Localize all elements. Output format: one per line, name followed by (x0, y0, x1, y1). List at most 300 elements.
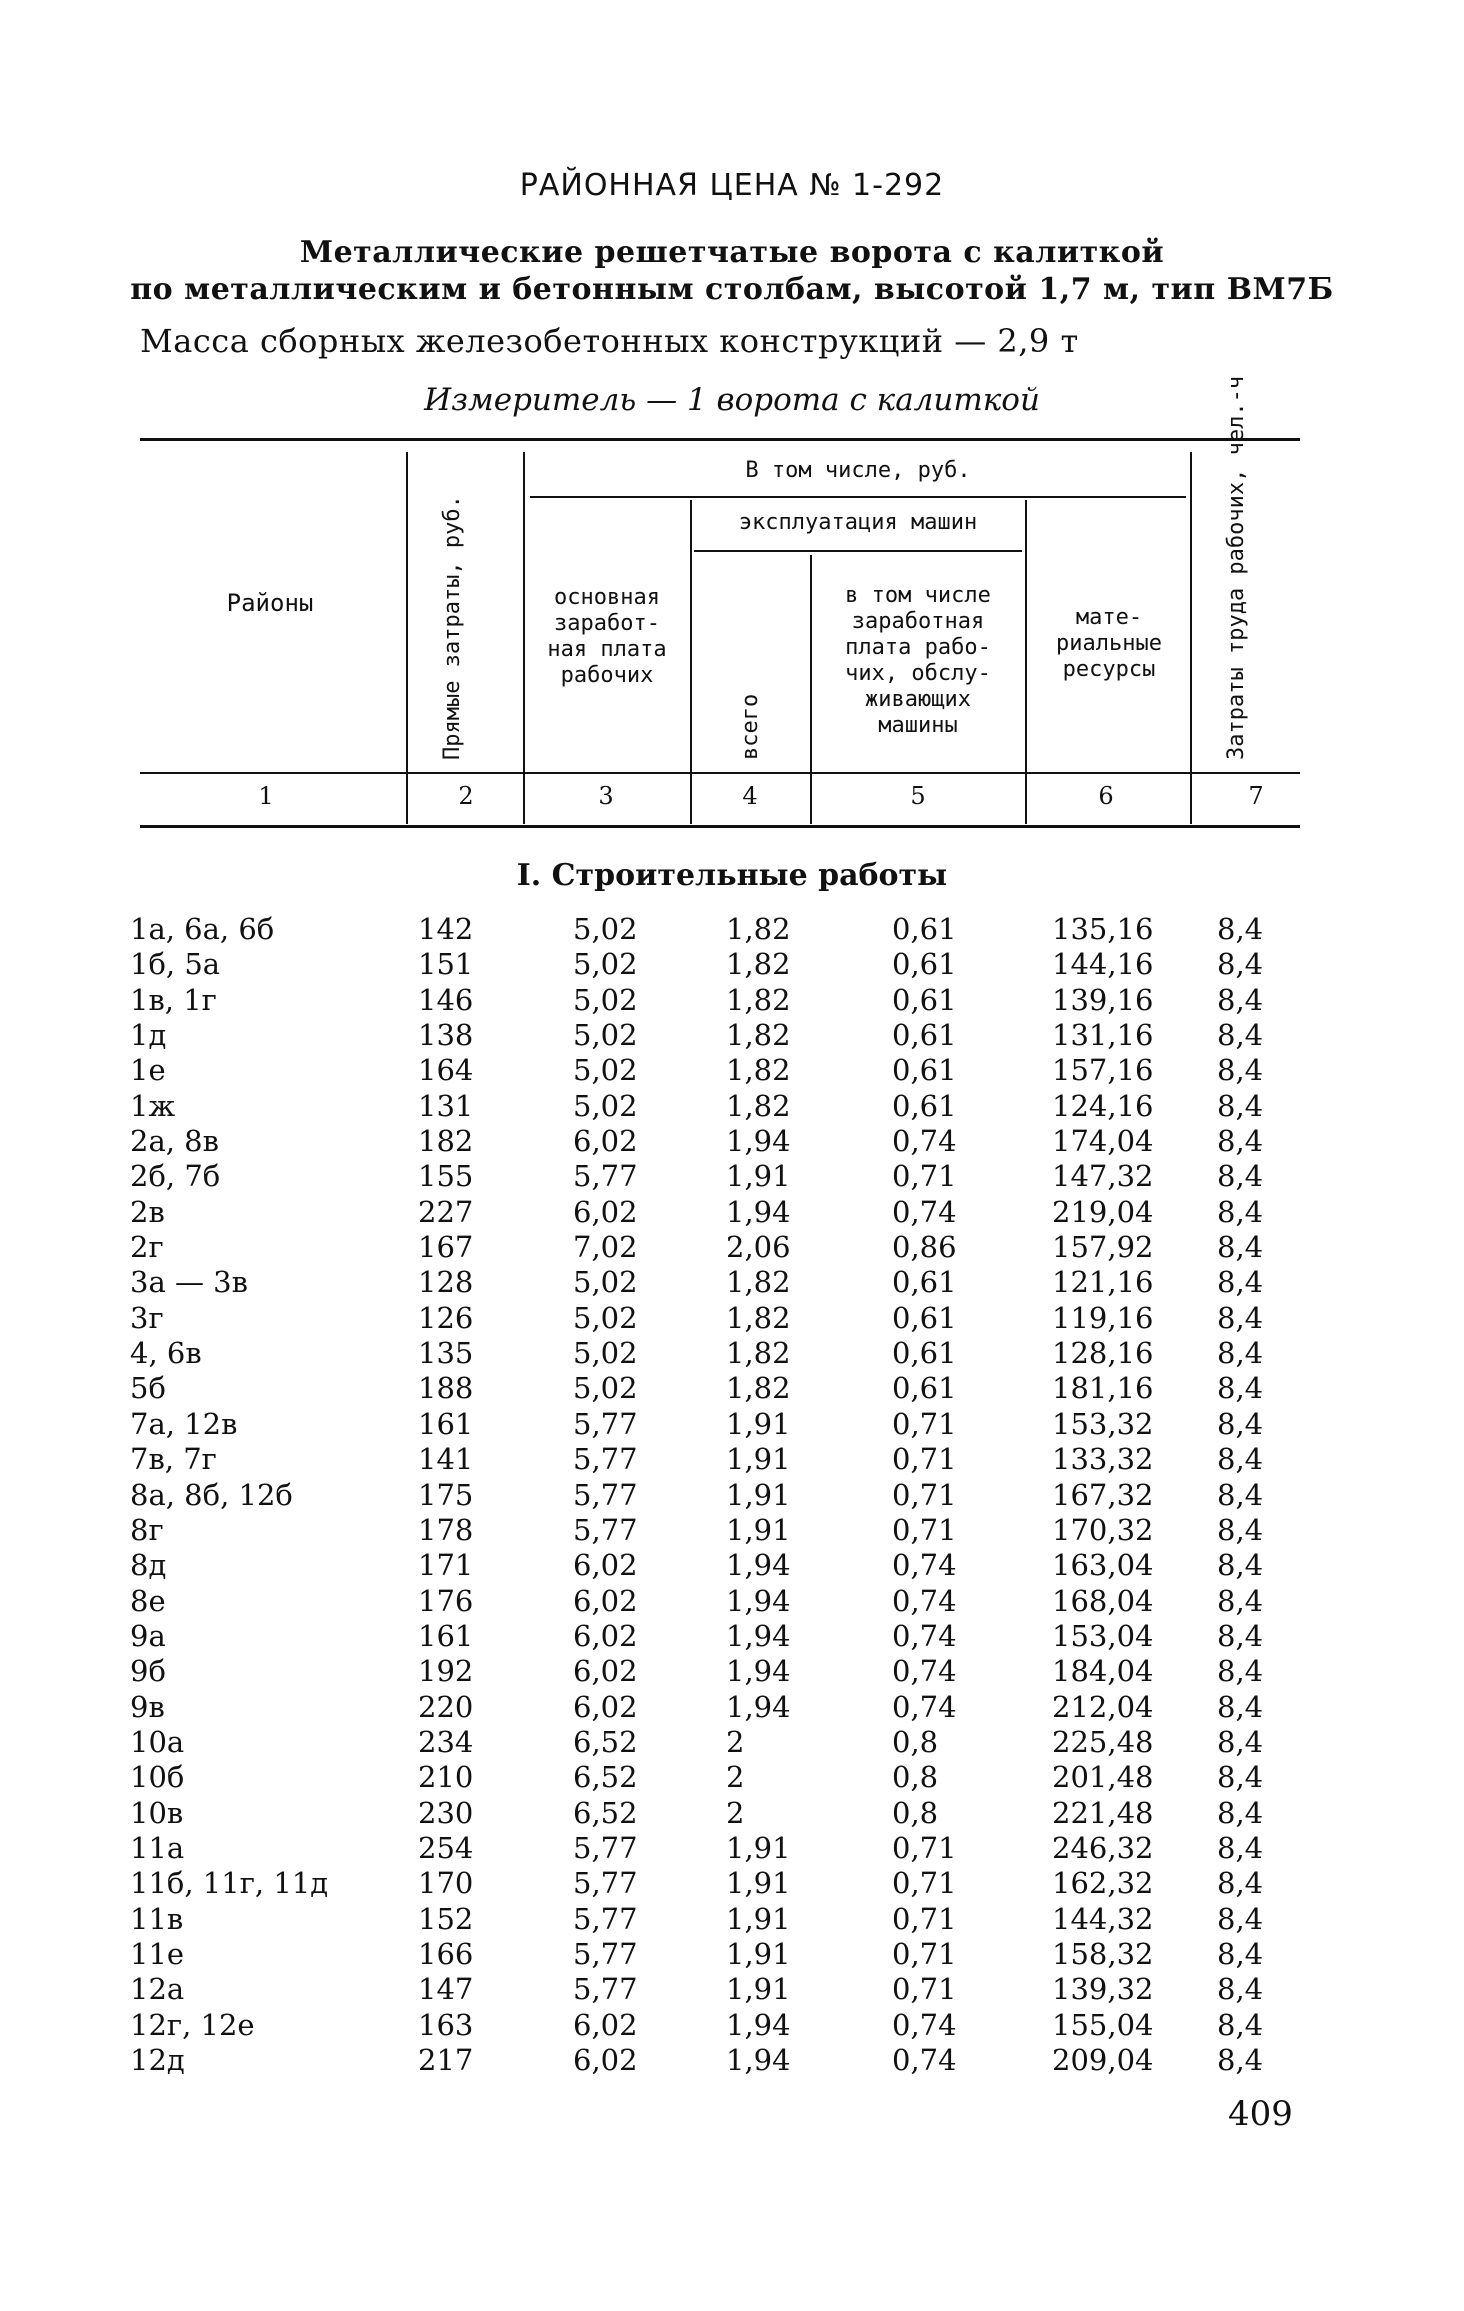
materials-cell: 144,16 (1052, 947, 1154, 982)
machine-wages-line: чих, обслу- (845, 661, 991, 686)
wages-line: основная (554, 585, 660, 610)
table-row (0, 2043, 1464, 2078)
table-row (0, 1407, 1464, 1442)
column-number: 7 (1248, 782, 1264, 810)
table-row (0, 1513, 1464, 1548)
direct-costs-cell: 176 (418, 1583, 474, 1618)
labor-cell: 8,4 (1217, 1300, 1264, 1335)
wages-cell: 6,02 (573, 1124, 638, 1159)
machine-wages-cell: 0,74 (892, 1618, 957, 1653)
materials-cell: 246,32 (1052, 1830, 1154, 1865)
wages-line: ная плата (547, 637, 667, 662)
region-cell: 11в (130, 1901, 184, 1936)
price-table-body (0, 912, 1464, 2078)
labor-cell: 8,4 (1217, 1901, 1264, 1936)
labor-cell: 8,4 (1217, 982, 1264, 1017)
subtitle-line-2: по металлическим и бетонным столбам, высотой 1,7 м, тип ВМ7Б (130, 272, 1334, 307)
machine-wages-cell: 0,61 (892, 1371, 957, 1406)
direct-costs-cell: 152 (418, 1901, 474, 1936)
machine-wages-cell: 0,61 (892, 1336, 957, 1371)
wages-cell: 7,02 (573, 1230, 638, 1265)
header-direct-costs: Прямые затраты, руб. (440, 495, 465, 760)
machines-total-cell: 1,94 (726, 1124, 791, 1159)
direct-costs-cell: 126 (418, 1300, 474, 1335)
region-cell: 12д (130, 2043, 185, 2077)
machine-wages-cell: 0,8 (892, 1795, 939, 1830)
divider-5 (1025, 500, 1027, 824)
machines-total-cell: 1,82 (726, 1018, 791, 1053)
region-cell: 7а, 12в (130, 1406, 238, 1441)
wages-cell: 5,77 (573, 1159, 638, 1194)
direct-costs-cell: 161 (418, 1406, 474, 1441)
machine-wages-cell: 0,74 (892, 1548, 957, 1583)
table-row (0, 1866, 1464, 1901)
wages-cell: 6,52 (573, 1795, 638, 1830)
region-cell: 2а, 8в (130, 1124, 219, 1159)
materials-cell: 225,48 (1052, 1724, 1154, 1759)
direct-costs-cell: 147 (418, 1972, 474, 2007)
materials-cell: 131,16 (1052, 1018, 1154, 1053)
labor-cell: 8,4 (1217, 1194, 1264, 1229)
table-row (0, 1831, 1464, 1866)
machines-total-cell: 1,94 (726, 1548, 791, 1583)
machine-wages-cell: 0,61 (892, 1265, 957, 1300)
direct-costs-cell: 182 (418, 1124, 474, 1159)
machine-wages-cell: 0,61 (892, 1018, 957, 1053)
region-cell: 3г (130, 1300, 164, 1335)
labor-cell: 8,4 (1217, 1442, 1264, 1477)
machines-total-cell: 1,94 (726, 1654, 791, 1689)
machines-total-cell: 1,91 (726, 1159, 791, 1194)
direct-costs-cell: 230 (418, 1795, 474, 1830)
materials-cell: 147,32 (1052, 1159, 1154, 1194)
machines-total-cell: 1,94 (726, 1689, 791, 1724)
wages-cell: 6,52 (573, 1724, 638, 1759)
price-title: РАЙОННАЯ ЦЕНА № 1-292 (519, 168, 945, 203)
labor-cell: 8,4 (1217, 1371, 1264, 1406)
subtitle-line-1: Металлические решетчатые ворота с калиткой (299, 235, 1165, 270)
wages-cell: 5,77 (573, 1901, 638, 1936)
machine-wages-line: живающих (865, 687, 971, 712)
direct-costs-cell: 135 (418, 1336, 474, 1371)
materials-cell: 170,32 (1052, 1512, 1154, 1547)
direct-costs-cell: 163 (418, 2007, 474, 2042)
direct-costs-cell: 175 (418, 1477, 474, 1512)
wages-cell: 6,52 (573, 1760, 638, 1795)
labor-cell: 8,4 (1217, 1088, 1264, 1123)
wages-cell: 6,02 (573, 1194, 638, 1229)
labor-cell: 8,4 (1217, 1159, 1264, 1194)
table-row (0, 1053, 1464, 1088)
machines-total-cell: 1,82 (726, 1300, 791, 1335)
wages-cell: 5,02 (573, 1018, 638, 1053)
table-row (0, 1548, 1464, 1583)
labor-cell: 8,4 (1217, 1053, 1264, 1088)
machines-total-cell: 1,94 (726, 1194, 791, 1229)
direct-costs-cell: 170 (418, 1866, 474, 1901)
wages-line: рабочих (560, 663, 654, 688)
table-row (0, 1902, 1464, 1937)
page-number: 409 (1228, 2094, 1293, 2134)
header-machines: эксплуатация машин (738, 510, 978, 535)
wages-cell: 5,02 (573, 1336, 638, 1371)
region-cell: 1а, 6а, 6б (130, 912, 275, 946)
table-row (0, 1195, 1464, 1230)
machine-wages-cell: 0,71 (892, 1406, 957, 1441)
machine-wages-cell: 0,74 (892, 2043, 957, 2077)
machine-wages-cell: 0,86 (892, 1230, 957, 1265)
region-cell: 8г (130, 1512, 164, 1547)
region-cell: 3а — 3в (130, 1265, 248, 1300)
machines-total-cell: 1,82 (726, 912, 791, 946)
machine-wages-cell: 0,61 (892, 982, 957, 1017)
region-cell: 11а (130, 1830, 185, 1865)
labor-cell: 8,4 (1217, 1124, 1264, 1159)
machines-total-cell: 1,82 (726, 982, 791, 1017)
machines-total-cell: 1,82 (726, 1088, 791, 1123)
table-row (0, 1124, 1464, 1159)
table-row (0, 1690, 1464, 1725)
region-cell: 11е (130, 1936, 185, 1971)
materials-cell: 201,48 (1052, 1760, 1154, 1795)
table-row (0, 1619, 1464, 1654)
labor-cell: 8,4 (1217, 1866, 1264, 1901)
labor-cell: 8,4 (1217, 1689, 1264, 1724)
materials-cell: 167,32 (1052, 1477, 1154, 1512)
direct-costs-cell: 227 (418, 1194, 474, 1229)
wages-cell: 5,77 (573, 1830, 638, 1865)
wages-cell: 6,02 (573, 2043, 638, 2077)
materials-cell: 219,04 (1052, 1194, 1154, 1229)
machine-wages-cell: 0,71 (892, 1159, 957, 1194)
materials-cell: 155,04 (1052, 2007, 1154, 2042)
direct-costs-cell: 217 (418, 2043, 474, 2077)
materials-cell: 121,16 (1052, 1265, 1154, 1300)
labor-cell: 8,4 (1217, 1654, 1264, 1689)
materials-cell: 162,32 (1052, 1866, 1154, 1901)
table-row (0, 1018, 1464, 1053)
region-cell: 1б, 5а (130, 947, 221, 982)
machines-total-cell: 1,91 (726, 1442, 791, 1477)
materials-cell: 163,04 (1052, 1548, 1154, 1583)
header-materials (1030, 605, 1188, 683)
table-row (0, 1654, 1464, 1689)
labor-cell: 8,4 (1217, 1018, 1264, 1053)
direct-costs-cell: 151 (418, 947, 474, 982)
materials-cell: 135,16 (1052, 912, 1154, 946)
direct-costs-cell: 131 (418, 1088, 474, 1123)
wages-cell: 6,02 (573, 1618, 638, 1653)
region-cell: 4, 6в (130, 1336, 202, 1371)
labor-cell: 8,4 (1217, 1972, 1264, 2007)
header-machine-wages (814, 583, 1022, 739)
region-cell: 5б (130, 1371, 166, 1406)
table-row (0, 1336, 1464, 1371)
table-row (0, 1159, 1464, 1194)
column-numbers-rule (140, 825, 1300, 828)
region-cell: 1е (130, 1053, 166, 1088)
divider-6 (1190, 452, 1192, 824)
machine-wages-cell: 0,74 (892, 2007, 957, 2042)
materials-cell: 209,04 (1052, 2043, 1154, 2077)
machine-wages-cell: 0,61 (892, 1053, 957, 1088)
labor-cell: 8,4 (1217, 1795, 1264, 1830)
direct-costs-cell: 234 (418, 1724, 474, 1759)
table-row (0, 912, 1464, 947)
wages-line: заработ- (554, 611, 660, 636)
region-cell: 9б (130, 1654, 166, 1689)
machine-wages-cell: 0,61 (892, 1300, 957, 1335)
machine-wages-cell: 0,61 (892, 947, 957, 982)
direct-costs-cell: 171 (418, 1548, 474, 1583)
machines-total-cell: 1,94 (726, 1618, 791, 1653)
wages-cell: 6,02 (573, 2007, 638, 2042)
table-row (0, 983, 1464, 1018)
divider-4 (810, 555, 812, 824)
table-top-rule (140, 438, 1300, 441)
machine-wages-line: в том числе (845, 583, 991, 608)
wages-cell: 6,02 (573, 1548, 638, 1583)
direct-costs-cell: 128 (418, 1265, 474, 1300)
wages-cell: 5,02 (573, 1053, 638, 1088)
materials-cell: 153,04 (1052, 1618, 1154, 1653)
direct-costs-cell: 142 (418, 912, 474, 946)
machines-total-cell: 2 (726, 1724, 745, 1759)
header-bottom-rule (140, 772, 1300, 774)
machines-total-cell: 1,94 (726, 2043, 791, 2077)
machines-total-cell: 2 (726, 1760, 745, 1795)
labor-cell: 8,4 (1217, 1760, 1264, 1795)
table-row (0, 1442, 1464, 1477)
materials-line: ресурсы (1062, 657, 1156, 682)
region-cell: 2г (130, 1230, 164, 1265)
divider-2 (523, 452, 525, 824)
table-row (0, 1972, 1464, 2007)
labor-cell: 8,4 (1217, 1936, 1264, 1971)
materials-cell: 139,16 (1052, 982, 1154, 1017)
machines-total-cell: 1,91 (726, 1866, 791, 1901)
column-number: 1 (258, 782, 274, 810)
region-cell: 11б, 11г, 11д (130, 1866, 329, 1901)
wages-cell: 5,02 (573, 912, 638, 946)
region-cell: 8е (130, 1583, 166, 1618)
labor-cell: 8,4 (1217, 1618, 1264, 1653)
machines-total-cell: 1,91 (726, 1512, 791, 1547)
machine-wages-cell: 0,74 (892, 1124, 957, 1159)
machine-wages-cell: 0,71 (892, 1512, 957, 1547)
machines-total-cell: 1,94 (726, 1583, 791, 1618)
machines-total-cell: 1,91 (726, 1830, 791, 1865)
direct-costs-cell: 188 (418, 1371, 474, 1406)
machine-wages-cell: 0,71 (892, 1972, 957, 2007)
materials-cell: 133,32 (1052, 1442, 1154, 1477)
materials-cell: 157,16 (1052, 1053, 1154, 1088)
labor-cell: 8,4 (1217, 1230, 1264, 1265)
region-cell: 1в, 1г (130, 982, 217, 1017)
wages-cell: 5,02 (573, 1088, 638, 1123)
region-cell: 2в (130, 1194, 165, 1229)
machine-wages-cell: 0,74 (892, 1583, 957, 1618)
labor-cell: 8,4 (1217, 1830, 1264, 1865)
labor-cell: 8,4 (1217, 2043, 1264, 2077)
table-row (0, 1265, 1464, 1300)
divider-1 (406, 452, 408, 824)
table-row (0, 2008, 1464, 2043)
machine-wages-line: машины (878, 713, 958, 738)
materials-cell: 139,32 (1052, 1972, 1154, 2007)
region-cell: 1д (130, 1018, 167, 1053)
wages-cell: 5,02 (573, 1265, 638, 1300)
including-rule (530, 496, 1186, 498)
header-wages (527, 585, 687, 689)
section-title: I. Строительные работы (516, 858, 948, 893)
labor-cell: 8,4 (1217, 1548, 1264, 1583)
wages-cell: 5,02 (573, 1300, 638, 1335)
table-row (0, 1089, 1464, 1124)
direct-costs-cell: 166 (418, 1936, 474, 1971)
machines-total-cell: 1,82 (726, 1265, 791, 1300)
machine-wages-cell: 0,8 (892, 1724, 939, 1759)
machines-total-cell: 1,82 (726, 1371, 791, 1406)
wages-cell: 5,77 (573, 1866, 638, 1901)
machines-rule (694, 550, 1022, 552)
labor-cell: 8,4 (1217, 1265, 1264, 1300)
machines-total-cell: 1,91 (726, 1936, 791, 1971)
region-cell: 2б, 7б (130, 1159, 221, 1194)
direct-costs-cell: 167 (418, 1230, 474, 1265)
direct-costs-cell: 146 (418, 982, 474, 1017)
table-row (0, 1796, 1464, 1831)
machine-wages-cell: 0,61 (892, 1088, 957, 1123)
region-cell: 12а (130, 1972, 185, 2007)
column-number: 2 (458, 782, 474, 810)
machine-wages-cell: 0,71 (892, 1901, 957, 1936)
table-row (0, 1725, 1464, 1760)
mass-line: Масса сборных железобетонных конструкций — 2,9 т (140, 322, 1079, 360)
table-row (0, 1230, 1464, 1265)
divider-3 (690, 500, 692, 824)
materials-cell: 181,16 (1052, 1371, 1154, 1406)
materials-cell: 144,32 (1052, 1901, 1154, 1936)
header-labor: Затраты труда рабочих, чел.-ч (1224, 375, 1249, 760)
region-cell: 12г, 12е (130, 2007, 255, 2042)
machine-wages-cell: 0,71 (892, 1442, 957, 1477)
direct-costs-cell: 210 (418, 1760, 474, 1795)
header-including: В том числе, руб. (745, 458, 971, 483)
materials-cell: 157,92 (1052, 1230, 1154, 1265)
machine-wages-cell: 0,61 (892, 912, 957, 946)
direct-costs-cell: 192 (418, 1654, 474, 1689)
materials-cell: 212,04 (1052, 1689, 1154, 1724)
header-total: всего (738, 693, 763, 760)
direct-costs-cell: 138 (418, 1018, 474, 1053)
direct-costs-cell: 155 (418, 1159, 474, 1194)
table-row (0, 1937, 1464, 1972)
column-number: 5 (910, 782, 926, 810)
wages-cell: 5,77 (573, 1477, 638, 1512)
materials-cell: 184,04 (1052, 1654, 1154, 1689)
machines-total-cell: 1,82 (726, 1336, 791, 1371)
materials-cell: 158,32 (1052, 1936, 1154, 1971)
column-number: 4 (742, 782, 758, 810)
wages-cell: 5,02 (573, 947, 638, 982)
wages-cell: 5,77 (573, 1936, 638, 1971)
wages-cell: 5,77 (573, 1972, 638, 2007)
labor-cell: 8,4 (1217, 2007, 1264, 2042)
machines-total-cell: 1,91 (726, 1477, 791, 1512)
machines-total-cell: 1,91 (726, 1406, 791, 1441)
region-cell: 9в (130, 1689, 165, 1724)
labor-cell: 8,4 (1217, 1724, 1264, 1759)
materials-cell: 153,32 (1052, 1406, 1154, 1441)
table-row (0, 1301, 1464, 1336)
labor-cell: 8,4 (1217, 912, 1264, 946)
labor-cell: 8,4 (1217, 1583, 1264, 1618)
machines-total-cell: 1,82 (726, 947, 791, 982)
table-row (0, 1584, 1464, 1619)
machine-wages-cell: 0,74 (892, 1654, 957, 1689)
wages-cell: 5,77 (573, 1406, 638, 1441)
materials-line: риальные (1056, 631, 1162, 656)
machine-wages-cell: 0,71 (892, 1830, 957, 1865)
region-cell: 10б (130, 1760, 185, 1795)
machines-total-cell: 1,82 (726, 1053, 791, 1088)
machines-total-cell: 1,91 (726, 1972, 791, 2007)
direct-costs-cell: 254 (418, 1830, 474, 1865)
machine-wages-cell: 0,71 (892, 1477, 957, 1512)
wages-cell: 5,02 (573, 1371, 638, 1406)
column-number: 3 (598, 782, 614, 810)
machine-wages-cell: 0,71 (892, 1936, 957, 1971)
region-cell: 1ж (130, 1088, 176, 1123)
region-cell: 8д (130, 1548, 167, 1583)
labor-cell: 8,4 (1217, 1336, 1264, 1371)
machine-wages-cell: 0,71 (892, 1866, 957, 1901)
machine-wages-line: заработная (851, 609, 985, 634)
direct-costs-cell: 220 (418, 1689, 474, 1724)
region-cell: 8а, 8б, 12б (130, 1477, 293, 1512)
materials-line: мате- (1075, 605, 1143, 630)
materials-cell: 221,48 (1052, 1795, 1154, 1830)
materials-cell: 174,04 (1052, 1124, 1154, 1159)
wages-cell: 6,02 (573, 1583, 638, 1618)
direct-costs-cell: 141 (418, 1442, 474, 1477)
machines-total-cell: 1,94 (726, 2007, 791, 2042)
wages-cell: 6,02 (573, 1689, 638, 1724)
machines-total-cell: 2,06 (726, 1230, 791, 1265)
table-row (0, 1371, 1464, 1406)
wages-cell: 5,77 (573, 1442, 638, 1477)
header-regions: Районы (226, 589, 314, 617)
wages-cell: 5,02 (573, 982, 638, 1017)
direct-costs-cell: 164 (418, 1053, 474, 1088)
wages-cell: 5,77 (573, 1512, 638, 1547)
labor-cell: 8,4 (1217, 1477, 1264, 1512)
table-row (0, 947, 1464, 982)
machines-total-cell: 2 (726, 1795, 745, 1830)
labor-cell: 8,4 (1217, 947, 1264, 982)
materials-cell: 119,16 (1052, 1300, 1154, 1335)
region-cell: 10в (130, 1795, 184, 1830)
machine-wages-line: плата рабо- (845, 635, 991, 660)
region-cell: 9а (130, 1618, 166, 1653)
wages-cell: 6,02 (573, 1654, 638, 1689)
table-row (0, 1760, 1464, 1795)
materials-cell: 168,04 (1052, 1583, 1154, 1618)
machines-total-cell: 1,91 (726, 1901, 791, 1936)
region-cell: 10а (130, 1724, 185, 1759)
direct-costs-cell: 178 (418, 1512, 474, 1547)
